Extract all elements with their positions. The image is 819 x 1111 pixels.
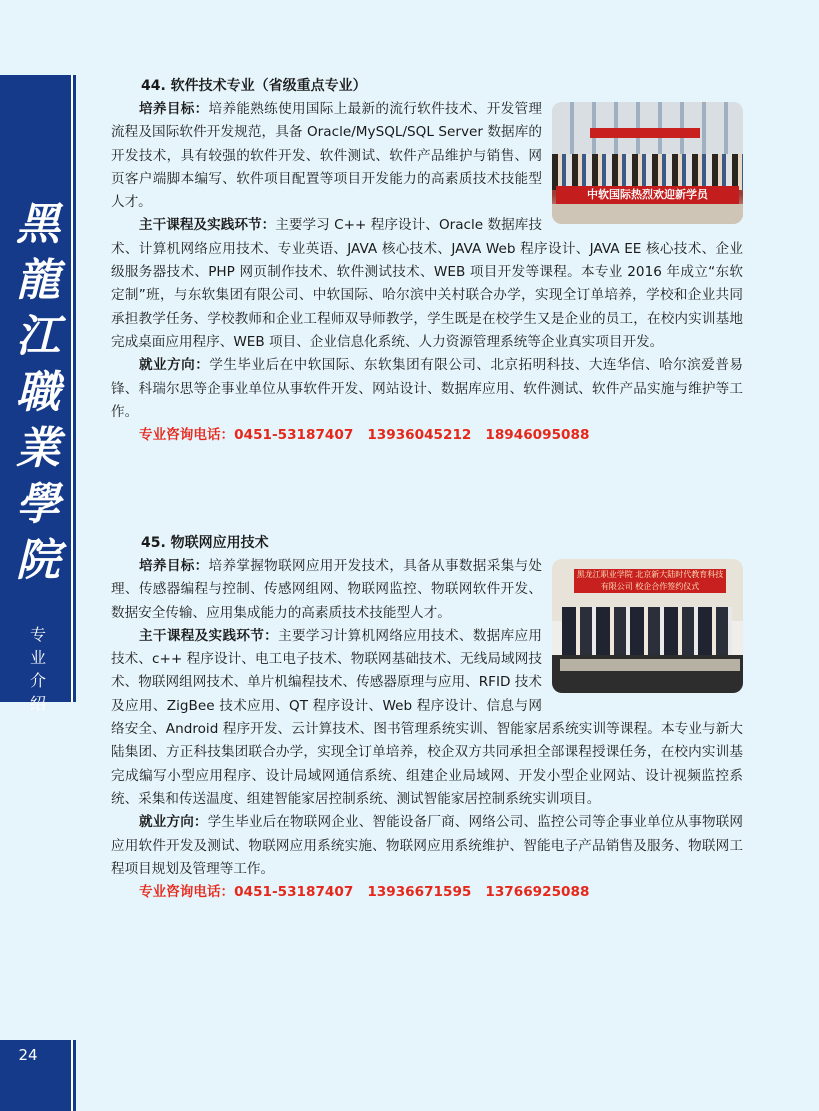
section-tag-char: 业 (29, 648, 46, 667)
sidebar (0, 75, 76, 713)
training-goal-text: 培养能熟练使用国际上最新的流行软件技术、开发管理流程及国际软件开发规范，具备 Oracle/MySQL/SQL Server 数据库的开发技术，具有较强的软件开发、软件测试、软件产品维护与销售、网页客户端脚本编写、软件项目配置等项目开发能力的高素质技术技能型人才。 (111, 101, 543, 211)
contact-label: 专业咨询电话： (139, 884, 235, 901)
photo-people (562, 607, 732, 657)
section-heading: 45. 物联网应用技术 (141, 535, 269, 551)
contact-line (111, 881, 743, 904)
school-name-vertical (0, 197, 76, 589)
phone-number: 18946095088 (485, 427, 590, 444)
photo-banner-text: 中软国际热烈欢迎新学员 (556, 186, 739, 204)
phone-number: 0451-53187407 (234, 884, 354, 901)
school-name-char: 黑 (16, 199, 60, 250)
training-goal-text: 培养掌握物联网应用开发技术，具备从事数据采集与处理、传感器编程与控制、传感网组网、物联网监控、物联网软件开发、数据安全传输、应用集成能力的高素质技术技能型人才。 (111, 558, 543, 621)
photo-crowd (552, 154, 743, 190)
section-software-tech (111, 75, 743, 447)
welcome-group-photo (552, 102, 743, 224)
section-tag-char: 专 (29, 625, 46, 644)
phone-number: 13936045212 (367, 427, 472, 444)
school-name-char: 業 (16, 423, 60, 474)
section-tag-char: 绍 (29, 694, 46, 713)
courses-paragraph (111, 214, 743, 354)
school-name-char: 院 (16, 535, 60, 586)
career-text: 学生毕业后在中软国际、东软集团有限公司、北京拓明科技、大连华信、哈尔滨爱普易锋、科瑞尔思等企事业单位从事软件开发、网站设计、数据库应用、软件测试、软件产品实施与维护等工作。 (111, 357, 744, 420)
courses-text: 主要学习计算机网络应用技术、数据库应用技术、c++ 程序设计、电工电子技术、物联网基础技术、无线局域网技术、物联网组网技术、单片机编程技术、传感器原理与应用、RFID 技术及应用、ZigBee 技术应用、QT 程序设计、Web 程序设计、信息与网络安全、Android 程序开发、云计算技术、图书管理系统实训、智能家居系统实训等课程。本专业与新大陆集团、方正科技集团联合办学，实现全订单培养，校企双方共同承担全部课程授课任务，在校内实训基完成编写小型应用程序、设计局域网通信系统、组建企业局域网、开发小型企业网站、设计视频监控系统、采集和传送温度、组建智能家居控制系统、测试智能家居控制系统实训项目。 (111, 627, 743, 807)
page-number-divider (71, 1040, 73, 1111)
school-name-char: 江 (16, 311, 60, 362)
photo-table-top (560, 659, 740, 671)
career-label: 就业方向： (139, 814, 208, 831)
page-number-bar (0, 1040, 76, 1111)
photo-banner-text: 黑龙江职业学院 北京新大陆时代教育科技有限公司 校企合作签约仪式 (574, 569, 726, 593)
phone-number: 0451-53187407 (234, 427, 354, 444)
courses-text: 主要学习 C++ 程序设计、Oracle 数据库技术、计算机网络应用技术、专业英语、JAVA 核心技术、JAVA Web 程序设计、JAVA EE 核心技术、企业级服务器技术、PHP 网页制作技术、软件测试技术、WEB 项目开发等课程。本专业 2016 年成立“东软定制”班，与东软集团有限公司、中软国际、哈尔滨中关村联合办学，实现全订单培养，学校和企业共同承担教学任务、学校教师和企业工程师双导师教学，学生既是在校学生又是企业的员工，在校内实训基地完成桌面应用程序、WEB 项目、企业信息化系统、人力资源管理系统等企业真实项目开发。 (111, 217, 743, 350)
training-goal-label: 培养目标： (139, 558, 209, 574)
page-number: 24 (18, 1046, 38, 1064)
training-goal-label: 培养目标： (139, 101, 209, 117)
phone-number: 13766925088 (485, 884, 590, 901)
signing-ceremony-photo (552, 559, 743, 693)
section-iot-tech (111, 532, 743, 904)
career-paragraph (111, 811, 743, 881)
photo-sign (590, 128, 700, 138)
phone-number: 13936671595 (367, 884, 472, 901)
photo-ground (552, 204, 743, 224)
courses-label: 主干课程及实践环节： (139, 217, 276, 234)
contact-line (111, 424, 743, 447)
section-tag-char: 介 (29, 671, 46, 690)
career-label: 就业方向： (139, 357, 210, 374)
section-tag-vertical (0, 623, 76, 715)
contact-label: 专业咨询电话： (139, 427, 235, 444)
school-name-char: 龍 (16, 255, 60, 306)
courses-label: 主干课程及实践环节： (139, 627, 279, 644)
school-name-char: 職 (16, 367, 60, 418)
career-paragraph (111, 354, 743, 424)
section-heading: 44. 软件技术专业（省级重点专业） (141, 78, 367, 94)
career-text: 学生毕业后在物联网企业、智能设备厂商、网络公司、监控公司等企事业单位从事物联网应用软件开发及测试、物联网应用系统实施、物联网应用系统维护、智能电子产品销售及服务、物联网工程项目规划及管理等工作。 (111, 814, 744, 877)
school-name-char: 學 (16, 479, 60, 530)
